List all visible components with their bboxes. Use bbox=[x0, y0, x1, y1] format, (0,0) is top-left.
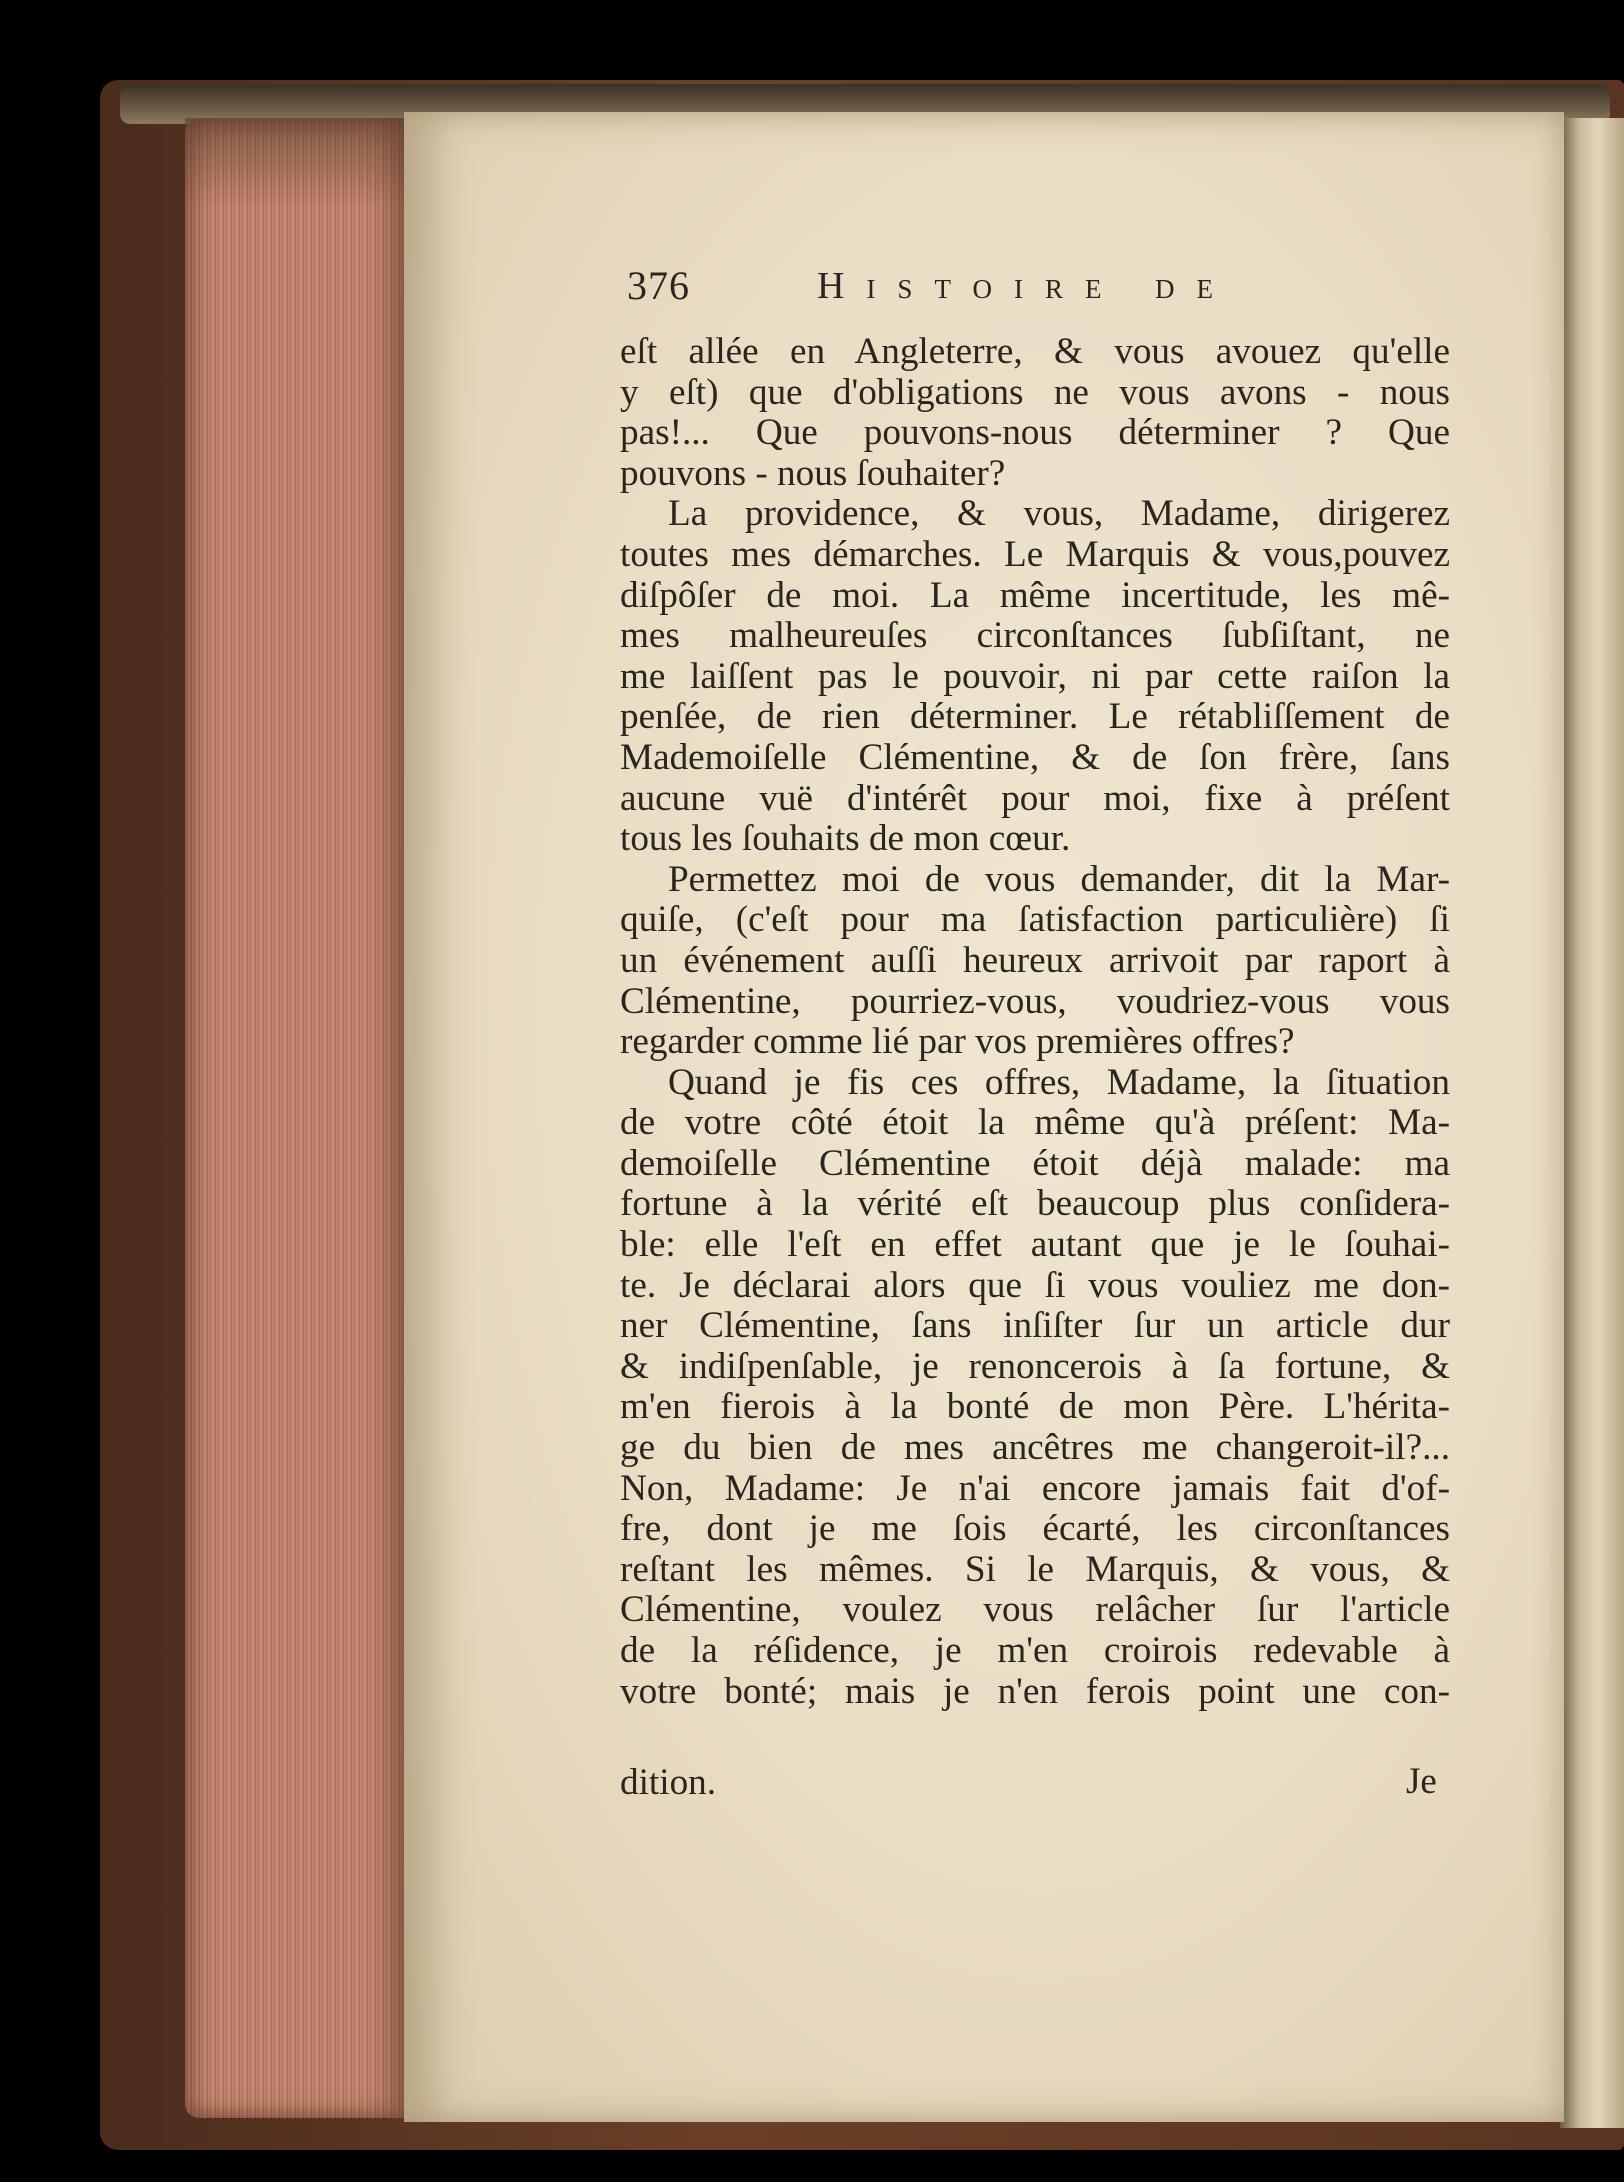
text-line: Non, Madame: Je n'ai encore jamais fait d'of- bbox=[620, 1467, 1450, 1509]
page-number: 376 bbox=[627, 263, 690, 308]
text-line: & indiſpenſable, je renoncerois à ſa fortune, & bbox=[620, 1345, 1450, 1387]
text-line: Permettez moi de vous demander, dit la Mar- bbox=[668, 858, 1450, 900]
text-line: fortune à la vérité eſt beaucoup plus conſidera- bbox=[620, 1183, 1450, 1225]
text-line: ner Clémentine, ſans inſiſter ſur un article dur bbox=[620, 1305, 1450, 1347]
text-line: Quand je fis ces offres, Madame, la ſituation bbox=[668, 1061, 1450, 1103]
page-fore-edge bbox=[185, 118, 410, 2118]
text-line: quiſe, (c'eſt pour ma ſatisfaction particulière) ſi bbox=[620, 899, 1450, 941]
text-line: tous les ſouhaits de mon cœur. bbox=[620, 818, 1071, 860]
text-line: fre, dont je me ſois écarté, les circonſtances bbox=[620, 1508, 1450, 1550]
text-line: eſt allée en Angleterre, & vous avouez qu'elle bbox=[620, 331, 1450, 372]
final-text-line: dition. bbox=[620, 1762, 717, 1803]
text-line: votre bonté; mais je n'en ferois point une con- bbox=[620, 1670, 1450, 1712]
text-line: Clémentine, pourriez-vous, voudriez-vous vous bbox=[620, 980, 1450, 1022]
facing-page-edge bbox=[1560, 118, 1624, 2128]
running-title: Histoire de bbox=[817, 265, 1235, 307]
text-line: de votre côté étoit la même qu'à préſent: Ma- bbox=[620, 1102, 1450, 1144]
text-line: ge du bien de mes ancêtres me changeroit-il?... bbox=[620, 1427, 1450, 1469]
text-line: m'en fierois à la bonté de mon Père. L'hérita- bbox=[620, 1386, 1450, 1428]
text-line: toutes mes démarches. Le Marquis & vous,pouvez bbox=[620, 533, 1450, 575]
text-line: te. Je déclarai alors que ſi vous vouliez me don- bbox=[620, 1264, 1450, 1306]
text-line: reſtant les mêmes. Si le Marquis, & vous, & bbox=[620, 1548, 1450, 1590]
page-header bbox=[627, 262, 1427, 322]
text-line: demoiſelle Clémentine étoit déjà malade: ma bbox=[620, 1142, 1450, 1184]
text-line: Clémentine, voulez vous relâcher ſur l'article bbox=[620, 1589, 1450, 1631]
text-line: diſpôſer de moi. La même incertitude, les mê- bbox=[620, 574, 1450, 616]
body-text bbox=[620, 332, 1450, 1712]
catchword: Je bbox=[1406, 1761, 1437, 1802]
text-line: pouvons - nous ſouhaiter? bbox=[620, 452, 1006, 494]
text-line: y eſt) que d'obligations ne vous avons - nous bbox=[620, 371, 1450, 413]
text-line: me laiſſent pas le pouvoir, ni par cette raiſon la bbox=[620, 655, 1450, 697]
text-line: Mademoiſelle Clémentine, & de ſon frère, ſans bbox=[620, 736, 1450, 778]
text-line: La providence, & vous, Madame, dirigerez bbox=[668, 493, 1450, 535]
text-line: regarder comme lié par vos premières offres? bbox=[620, 1021, 1295, 1063]
text-line: pas!... Que pouvons-nous déterminer ? Que bbox=[620, 412, 1450, 454]
text-line: un événement auſſi heureux arrivoit par raport à bbox=[620, 939, 1450, 981]
text-line: penſée, de rien déterminer. Le rétabliſſement de bbox=[620, 696, 1450, 738]
text-line: de la réſidence, je m'en croirois redevable à bbox=[620, 1630, 1450, 1671]
text-line: ble: elle l'eſt en effet autant que je le ſouhai- bbox=[620, 1224, 1450, 1266]
text-line: aucune vuë d'intérêt pour moi, fixe à préſent bbox=[620, 777, 1450, 819]
text-line: mes malheureuſes circonſtances ſubſiſtant, ne bbox=[620, 615, 1450, 657]
